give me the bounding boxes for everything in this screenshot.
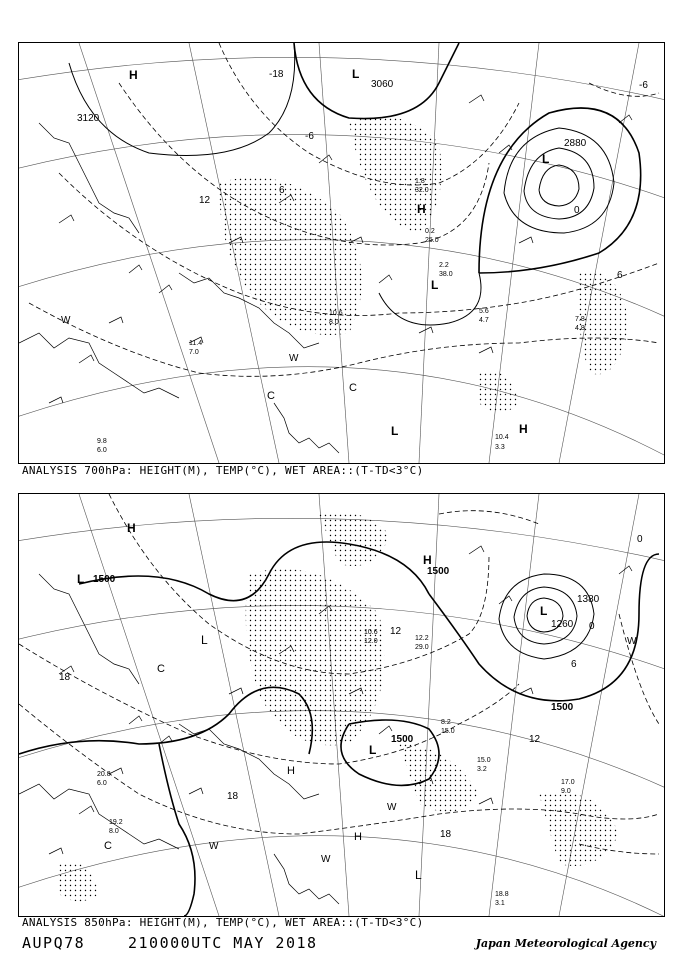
- station-value: 3.3: [495, 444, 505, 451]
- contour-label: 1500: [93, 574, 116, 585]
- pressure-center: C: [267, 390, 275, 402]
- pressure-center: L: [415, 868, 422, 882]
- pressure-center: W: [387, 802, 397, 813]
- station-value: 8.0: [109, 828, 119, 835]
- station-value: 10.6: [364, 629, 378, 636]
- station-value: 20.8: [97, 771, 111, 778]
- valid-time: 210000UTC MAY 2018: [128, 934, 318, 952]
- station-value: 3.2: [477, 766, 487, 773]
- chart-id: AUPQ78: [22, 934, 86, 952]
- station-value: 6.0: [97, 447, 107, 454]
- station-value: 4.8: [575, 325, 585, 332]
- map-850hpa: [19, 494, 664, 916]
- station-value: 12.2: [415, 635, 429, 642]
- pressure-center: W: [627, 636, 637, 647]
- pressure-center: H: [127, 521, 136, 535]
- station-value: 2.2: [439, 262, 449, 269]
- isotherm-label: 12: [199, 195, 211, 206]
- contour-label: 1260: [551, 619, 574, 630]
- station-value: 19.2: [109, 819, 123, 826]
- station-value: 18.8: [495, 891, 509, 898]
- station-value: 7.0: [189, 349, 199, 356]
- wet-area: [219, 116, 629, 413]
- station-value: 10.6: [329, 310, 343, 317]
- contour-label: 1380: [577, 594, 600, 605]
- pressure-center: L: [201, 633, 208, 647]
- station-value: 10.4: [495, 434, 509, 441]
- isotherm-label: 0: [589, 621, 595, 632]
- pressure-center: H: [129, 68, 138, 82]
- isotherm-label: 0: [574, 205, 580, 216]
- pressure-center: W: [61, 315, 71, 326]
- station-value: 9.8: [97, 438, 107, 445]
- isotherm-label: -18: [269, 69, 284, 80]
- isotherm-label: 12: [390, 626, 402, 637]
- station-value: 11.4: [189, 340, 203, 347]
- caption-700hpa: ANALYSIS 700hPa: HEIGHT(M), TEMP(°C), WET AREA::(T-TD<3°C): [22, 464, 424, 477]
- pressure-center: W: [289, 353, 299, 364]
- isotherm-label: 0: [637, 534, 643, 545]
- station-value: 8.0: [329, 319, 339, 326]
- pressure-center: C: [157, 663, 165, 675]
- isotherm-label: 12: [529, 734, 541, 745]
- station-value: 0.2: [425, 228, 435, 235]
- pressure-center: H: [417, 202, 426, 216]
- station-value: 4.7: [479, 317, 489, 324]
- station-value: 9.0: [561, 788, 571, 795]
- isotherm-label: 18: [59, 672, 71, 683]
- station-value: 38.0: [439, 271, 453, 278]
- pressure-center: H: [354, 831, 362, 843]
- station-value: 5.6: [479, 308, 489, 315]
- station-value: 29.0: [415, 644, 429, 651]
- pressure-center: H: [423, 553, 432, 567]
- isotherm-label: -6: [639, 80, 648, 91]
- station-value: 3.1: [495, 900, 505, 907]
- agency-name: Japan Meteorological Agency: [475, 937, 656, 950]
- caption-850hpa: ANALYSIS 850hPa: HEIGHT(M), TEMP(°C), WET AREA::(T-TD<3°C): [22, 916, 424, 929]
- contour-label: 1500: [551, 702, 574, 713]
- map-panel-700hpa: [18, 42, 665, 464]
- pressure-center: W: [321, 854, 331, 865]
- station-value: 8.2: [441, 719, 451, 726]
- isotherm-label: 6: [571, 659, 577, 670]
- station-value: 15.0: [477, 757, 491, 764]
- map-700hpa: [19, 43, 664, 463]
- station-value: 32.0: [415, 187, 429, 194]
- contour-label: 3060: [371, 79, 394, 90]
- pressure-center: W: [209, 841, 219, 852]
- isotherm-label: -6: [305, 131, 314, 142]
- station-value: 25.0: [425, 237, 439, 244]
- pressure-center: L: [431, 278, 439, 292]
- isotherm-label: 6: [617, 270, 623, 281]
- pressure-center: L: [540, 604, 548, 618]
- contour-label: 3120: [77, 113, 100, 124]
- pressure-center: H: [519, 422, 528, 436]
- pressure-center: C: [104, 840, 112, 852]
- pressure-center: L: [352, 67, 360, 81]
- station-value: 7.8: [575, 316, 585, 323]
- isotherm-label: 18: [440, 829, 452, 840]
- station-value: 15.0: [441, 728, 455, 735]
- pressure-center: L: [391, 424, 399, 438]
- station-value: 12.0: [364, 638, 378, 645]
- pressure-center: L: [77, 572, 85, 586]
- pressure-center: L: [542, 152, 550, 166]
- pressure-center: H: [287, 765, 295, 777]
- isotherm-label: 18: [227, 791, 239, 802]
- pressure-center: L: [369, 743, 377, 757]
- contour-label: 1500: [391, 734, 414, 745]
- pressure-center: C: [349, 382, 357, 394]
- station-value: 17.0: [561, 779, 575, 786]
- contour-label: 2880: [564, 138, 587, 149]
- station-value: 1.8: [415, 178, 425, 185]
- station-value: 6.0: [97, 780, 107, 787]
- isotherm-label: 6: [279, 185, 285, 196]
- map-panel-850hpa: [18, 493, 665, 917]
- contour-label: 1500: [427, 566, 450, 577]
